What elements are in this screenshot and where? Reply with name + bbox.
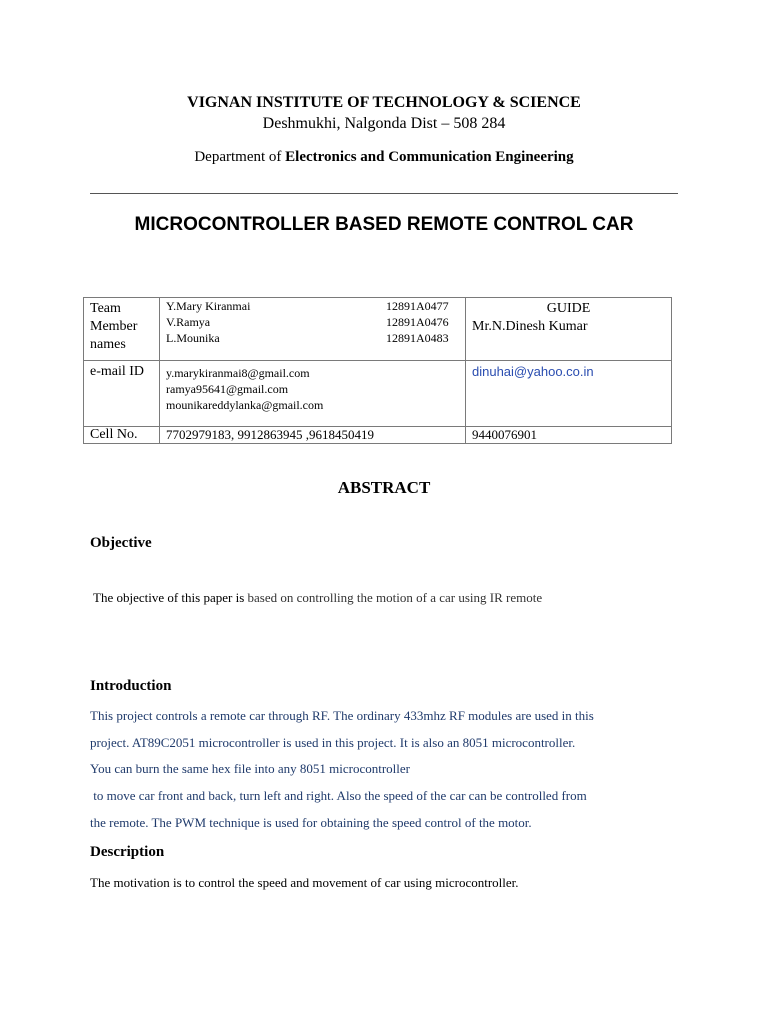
introduction-line: This project controls a remote car through RF. The ordinary 433mhz RF modules are used in this (90, 708, 594, 723)
guide-email-link[interactable]: dinuhai@yahoo.co.in (472, 364, 594, 379)
objective-text (93, 590, 542, 606)
member-line (166, 314, 459, 330)
introduction-line: to move car front and back, turn left and right. Also the speed of the car can be controlled from (90, 788, 587, 804)
guide-email-cell (466, 361, 672, 427)
member-line (166, 298, 459, 314)
introduction-paragraph (90, 703, 690, 837)
member-roll: 12891A0476 (386, 315, 449, 329)
introduction-line: project. AT89C2051 microcontroller is used in this project. It is also an 8051 microcontroller. (90, 734, 576, 750)
emails-cell (160, 361, 466, 427)
project-title: MICROCONTROLLER BASED REMOTE CONTROL CAR (134, 214, 634, 235)
institute-address: Deshmukhi, Nalgonda Dist – 508 284 (262, 115, 506, 132)
guide-heading: GUIDE (546, 301, 591, 316)
department (0, 149, 768, 166)
member-email: mounikareddylanka@gmail.com (166, 398, 324, 412)
table-row-members (84, 298, 672, 361)
member-roll: 12891A0477 (386, 299, 449, 313)
description-heading: Description (90, 844, 165, 860)
department-prefix: Department of (194, 149, 286, 165)
member-name: L.Mounika (166, 331, 220, 345)
description-text: The motivation is to control the speed and movement of car using microcontroller. (90, 875, 519, 890)
institute-name: VIGNAN INSTITUTE OF TECHNOLOGY & SCIENCE (187, 94, 581, 111)
guide-cell (466, 298, 672, 361)
email-label: e-mail ID (84, 361, 160, 427)
objective-heading: Objective (90, 535, 152, 551)
table-row-phone (84, 427, 672, 444)
introduction-line: the remote. The PWM technique is used for obtaining the speed control of the motor. (90, 814, 532, 830)
objective-text-part2: based on controlling the motion of a car using IR remote (247, 590, 543, 605)
guide-name: Mr.N.Dinesh Kumar (472, 319, 588, 334)
team-info-table (83, 297, 672, 444)
department-name: Electronics and Communication Engineering (285, 149, 574, 165)
member-roll: 12891A0483 (386, 331, 449, 345)
member-email: y.marykiranmai8@gmail.com (166, 366, 310, 380)
table-row-email (84, 361, 672, 427)
abstract-heading: ABSTRACT (337, 478, 431, 497)
guide-phone: 9440076901 (466, 427, 672, 444)
members-cell (160, 298, 466, 361)
member-email: ramya95641@gmail.com (166, 382, 289, 396)
cell-no-label: Cell No. (84, 427, 160, 444)
horizontal-divider (90, 193, 678, 194)
member-phones: 7702979183, 9912863945 ,9618450419 (160, 427, 466, 444)
member-name: Y.Mary Kiranmai (166, 299, 251, 313)
member-line (166, 330, 459, 346)
introduction-heading: Introduction (90, 678, 172, 694)
objective-text-part1: The objective of this paper is (93, 590, 248, 605)
member-name: V.Ramya (166, 315, 211, 329)
team-member-label: Team Member names (84, 298, 160, 361)
introduction-line: You can burn the same hex file into any 8051 microcontroller (90, 761, 410, 777)
